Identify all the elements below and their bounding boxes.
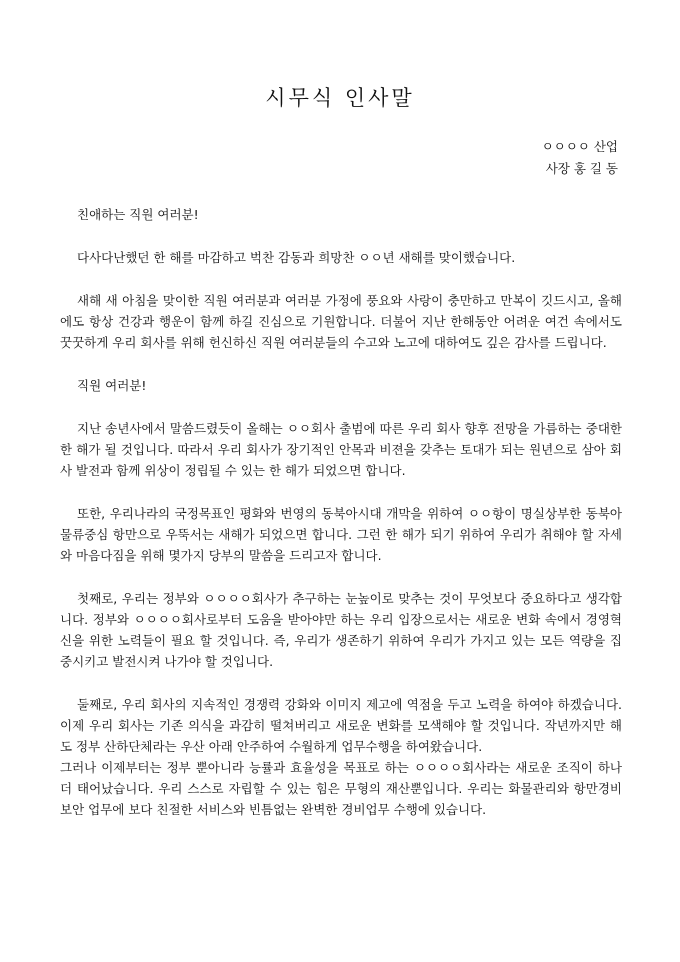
address-employees: 직원 여러분! [77, 378, 147, 393]
paragraph-outlook: 지난 송년사에서 말씀드렸듯이 올해는 ㅇㅇ회사 출범에 따른 우리 회사 향후 전망을 가름하는 중대한 한 해가 될 것입니다. 따라서 우리 회사가 장기적인 안목과 비젼을 갖추는 토대가 되는 원년으로 삼아 회사 발전과 함께 위상이 정립될 수 있는 한 해가 되었으면 합니다. [60, 421, 622, 478]
salutation: 친애하는 직원 여러분! [77, 207, 199, 222]
sender-name: 사장 홍 길 동 [545, 161, 618, 176]
paragraph-opening: 다사다난했던 한 해를 마감하고 벅찬 감동과 희망찬 ㅇㅇ년 새해를 맞이했습니다. [77, 250, 516, 265]
paragraph-new-year-wishes: 새해 새 아침을 맞이한 직원 여러분과 여러분 가정에 풍요와 사랑이 충만하고 만복이 깃드시고, 올해에도 항상 건강과 행운이 함께 하길 진심으로 기원합니다. 더불어 지난 한해동안 어려운 여건 속에서도 꿋꿋하게 우리 회사를 위해 헌신하신 직원 여러분들의 수고와 노고에 대하여도 깊은 감사를 드립니다. [60, 293, 622, 350]
document-title: 시무식 인사말 [265, 86, 415, 110]
paragraph-second-point-continued: 그러나 이제부터는 정부 뿐아니라 능률과 효율성을 목표로 하는 ㅇㅇㅇㅇ회사라는 새로운 조직이 하나 더 태어났습니다. 우리 스스로 자립할 수 있는 힘은 무형의 재산뿐입니다. 우리는 화물관리와 항만경비보안 업무에 보다 친절한 서비스와 빈틈없는 완벽한 경비업무 수행에 있습니다. [60, 760, 622, 817]
sender-block [542, 136, 618, 180]
document-body [60, 204, 622, 820]
paragraph-second-point: 둘째로, 우리 회사의 지속적인 경쟁력 강화와 이미지 제고에 역점을 두고 노력을 하여야 하겠습니다. 이제 우리 회사는 기존 의식을 과감히 떨쳐버리고 새로운 변화를 모색해야 할 것입니다. 작년까지만 해도 정부 산하단체라는 우산 아래 안주하여 수월하게 업무수행을 하여왔습니다. [60, 697, 622, 754]
sender-company: ㅇㅇㅇㅇ 산업 [541, 139, 618, 154]
paragraph-first-point: 첫째로, 우리는 정부와 ㅇㅇㅇㅇ회사가 추구하는 눈높이로 맞추는 것이 무엇보다 중요하다고 생각합니다. 정부와 ㅇㅇㅇㅇ회사로부터 도움을 받아야만 하는 우리 입장으로서는 새로운 변화 속에서 경영혁신을 위한 노력들이 필요 할 것입니다. 즉, 우리가 생존하기 위하여 우리가 가지고 있는 모든 역량을 집중시키고 발전시켜 나가야 할 것입니다. [60, 591, 622, 669]
paragraph-national-goal: 또한, 우리나라의 국정목표인 평화와 번영의 동북아시대 개막을 위하여 ㅇㅇ항이 명실상부한 동북아 물류중심 항만으로 우뚝서는 새해가 되었으면 합니다. 그런 한 해가 되기 위하여 우리가 취해야 할 자세와 마음다짐을 위해 몇가지 당부의 말씀을 드리고자 합니다. [60, 506, 622, 563]
